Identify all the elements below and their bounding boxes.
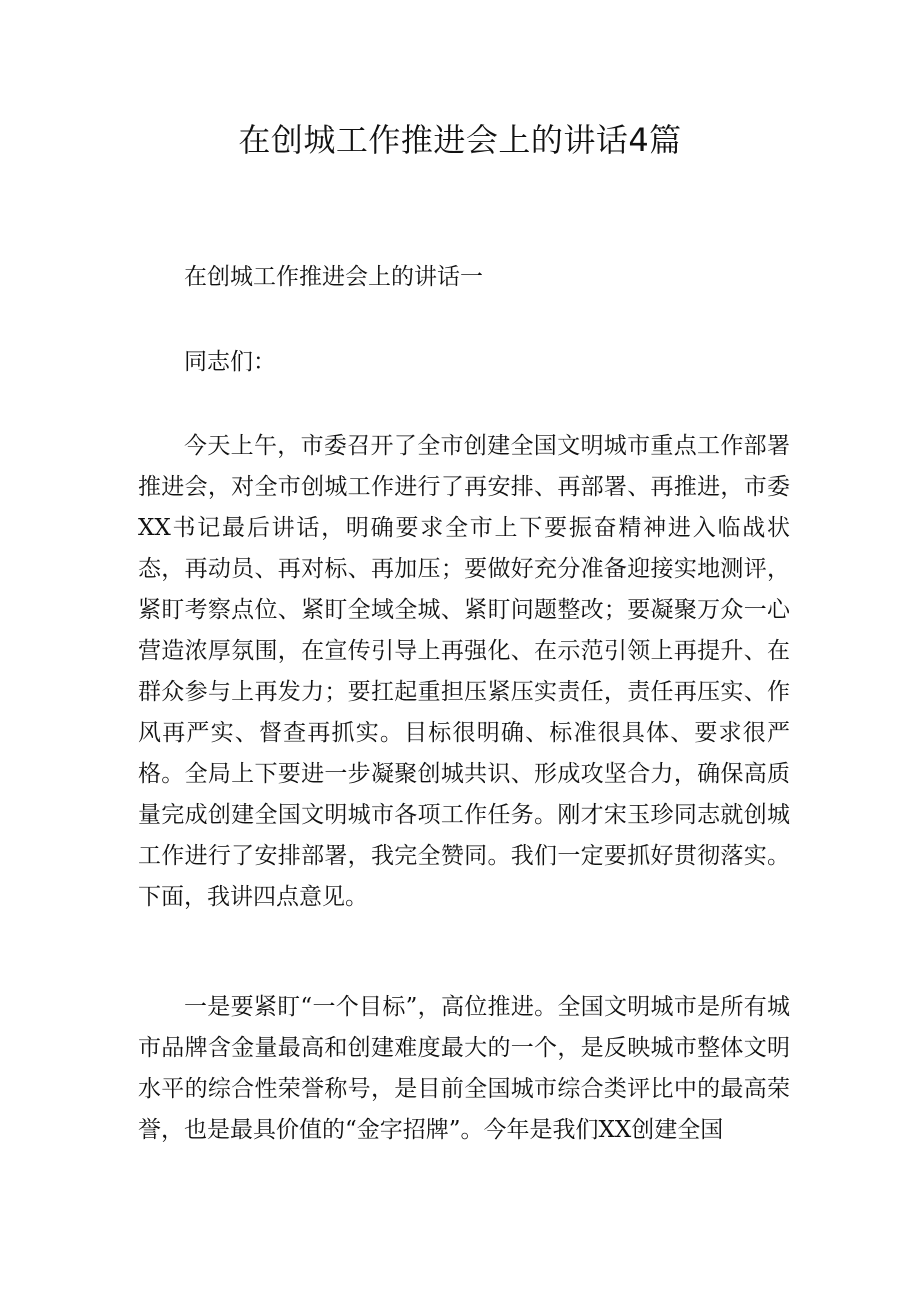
- paragraph-opening: 今天上午，市委召开了全市创建全国文明城市重点工作部署推进会，对全市创城工作进行了再安排、再部署、再推进，市委XX书记最后讲话，明确要求全市上下要振奋精神进入临战状态，再动员、再对标、再加压；要做好充分准备迎接实地测评，紧盯考察点位、紧盯全域全城、紧盯问题整改；要凝聚万众一心营造浓厚氛围，在宣传引导上再强化、在示范引领上再提升、在群众参与上再发力；要扛起重担压紧压实责任，责任再压实、作风再严实、督查再抓实。目标很明确、标准很具体、要求很严格。全局上下要进一步凝聚创城共识、形成攻坚合力，确保高质量完成创建全国文明城市各项工作任务。刚才宋玉珍同志就创城工作进行了安排部署，我完全赞同。我们一定要抓好贯彻落实。下面，我讲四点意见。: [138, 433, 790, 910]
- document-title: 在创城工作推进会上的讲话4篇: [238, 121, 682, 159]
- paragraph-point-one: 一是要紧盯“一个目标”，高位推进。全国文明城市是所有城市品牌含金量最高和创建难度最大的一个，是反映城市整体文明水平的综合性荣誉称号，是目前全国城市综合类评比中的最高荣誉，也是最具价值的“金字招牌”。今年是我们XX创建全国: [138, 994, 790, 1143]
- salutation: 同志们：: [184, 349, 276, 375]
- speech-subtitle: 在创城工作推进会上的讲话一: [184, 264, 483, 290]
